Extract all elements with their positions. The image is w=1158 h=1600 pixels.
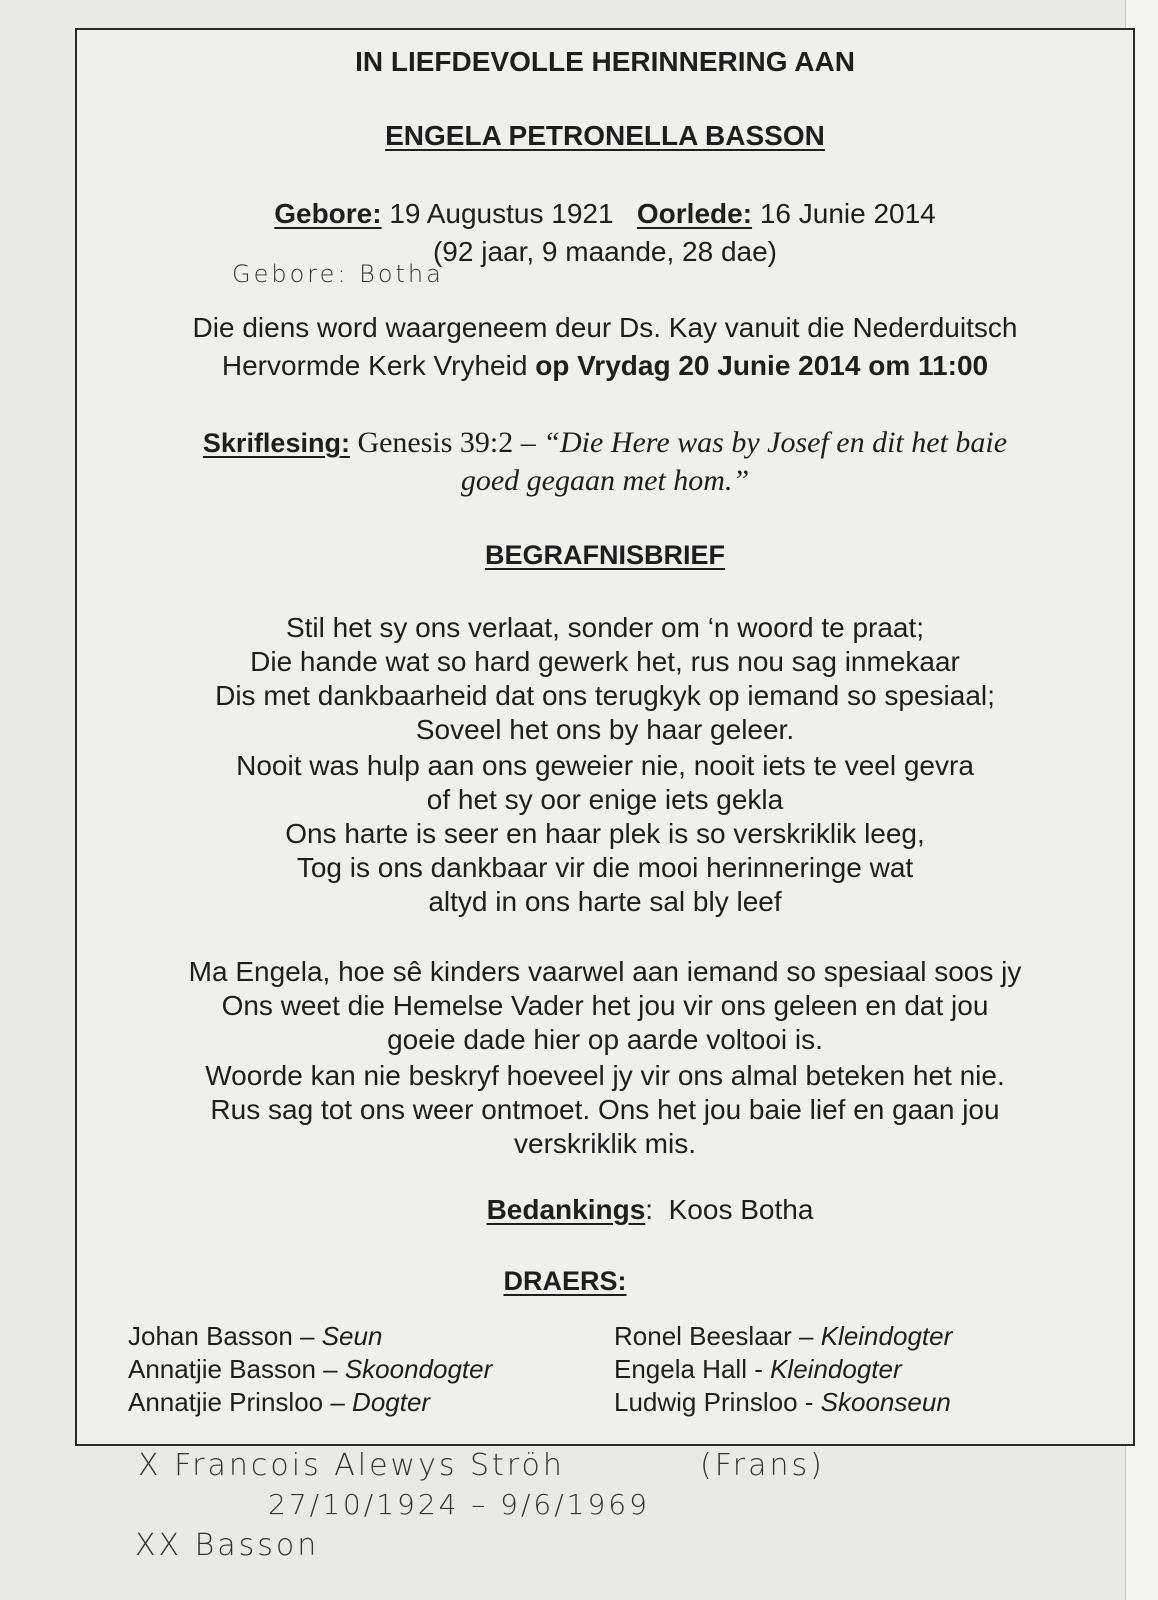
handwritten-note-1: X Francois Alewys Ströh <box>138 1448 565 1483</box>
bearers-title-text: DRAERS: <box>503 1266 627 1296</box>
farewell-line: Ma Engela, hoe sê kinders vaarwel aan iemand so spesiaal soos jy <box>188 956 1022 987</box>
bearer-name: Engela Hall - <box>614 1354 763 1384</box>
scripture-quote-2: goed gegaan met hom.” <box>460 464 750 497</box>
scripture-line-1 <box>77 426 1133 460</box>
memorial-card <box>75 28 1135 1446</box>
thanks-line: Bedankings: Koos Botha <box>486 1194 814 1225</box>
thanks-label: Bedankings <box>486 1194 646 1225</box>
bearer-entry <box>128 1320 492 1353</box>
bearer-role: Seun <box>321 1321 383 1351</box>
letter-title <box>77 540 1133 571</box>
bearer-entry <box>128 1353 492 1386</box>
bearer-entry <box>614 1353 952 1386</box>
farewell-line: Woorde kan nie beskryf hoeveel jy vir ons almal beteken het nie. <box>205 1060 1005 1091</box>
bearer-name: Annatjie Basson – <box>128 1354 338 1384</box>
bearer-role: Kleindogter <box>770 1354 902 1384</box>
farewell-line: verskriklik mis. <box>514 1128 696 1159</box>
thanks-name: Koos Botha <box>668 1194 814 1225</box>
poem-line: Die hande wat so hard gewerk het, rus nou sag inmekaar <box>250 646 960 677</box>
deceased-name <box>77 120 1133 152</box>
bearer-entry <box>614 1386 952 1419</box>
poem-line: altyd in ons harte sal bly leef <box>428 886 782 917</box>
age-line: (92 jaar, 9 maande, 28 dae) <box>432 236 777 267</box>
poem-line: Dis met dankbaarheid dat ons terugkyk op iemand so spesiaal; <box>215 680 995 711</box>
born-label: Gebore: <box>274 198 382 229</box>
poem-line: Soveel het ons by haar geleer. <box>415 714 795 745</box>
scripture-quote-1: “Die Here was by Josef en dit het baie <box>543 426 1008 459</box>
poem-line: Ons harte is seer en haar plek is so verskriklik leeg, <box>285 818 925 849</box>
handwritten-note-3: XX Basson <box>135 1528 320 1563</box>
handwritten-note-1-extra: (Frans) <box>700 1448 825 1483</box>
bearer-entry <box>614 1320 952 1353</box>
farewell-line: Rus sag tot ons weer ontmoet. Ons het jou baie lief en gaan jou <box>210 1094 1000 1125</box>
poem-line: of het sy oor enige iets gekla <box>426 784 784 815</box>
bearer-role: Skoondogter <box>344 1354 493 1384</box>
bearer-name: Annatjie Prinsloo – <box>128 1387 345 1417</box>
bearers-left-column <box>128 1320 492 1419</box>
born-value: 19 Augustus 1921 <box>389 198 614 229</box>
handwritten-maiden-name: Gebore: Botha <box>232 260 444 288</box>
bearers-title <box>0 1266 1133 1297</box>
deceased-name-text: ENGELA PETRONELLA BASSON <box>385 120 825 151</box>
service-church: Hervormde Kerk Vryheid <box>221 350 528 381</box>
poem-line: Tog is ons dankbaar vir die mooi herinneringe wat <box>296 852 914 883</box>
bearer-name: Ludwig Prinsloo - <box>614 1387 814 1417</box>
bearers-right-column <box>614 1320 952 1419</box>
bearer-role: Skoonseun <box>820 1387 951 1417</box>
service-datetime: op Vrydag 20 Junie 2014 om 11:00 <box>535 350 989 381</box>
poem-line: Stil het sy ons verlaat, sonder om ‘n woord te praat; <box>285 612 925 643</box>
bearer-role: Dogter <box>352 1387 431 1417</box>
bearer-name: Ronel Beeslaar – <box>614 1321 814 1351</box>
bearer-role: Kleindogter <box>820 1321 953 1351</box>
scripture-ref: Genesis 39:2 – <box>357 426 536 459</box>
service-line-1: Die diens word waargeneem deur Ds. Kay vanuit die Nederduitsch <box>192 312 1018 343</box>
poem-line: Nooit was hulp aan ons geweier nie, nooit iets te veel gevra <box>236 750 974 781</box>
farewell-line: Ons weet die Hemelse Vader het jou vir ons geleen en dat jou <box>221 990 989 1021</box>
service-line-2 <box>77 350 1133 382</box>
letter-title-text: BEGRAFNISBRIEF <box>484 540 725 570</box>
dates-line <box>77 198 1133 230</box>
died-label: Oorlede: <box>636 198 753 229</box>
handwritten-note-2: 27/10/1924 – 9/6/1969 <box>268 1488 650 1521</box>
bearer-entry <box>128 1386 492 1419</box>
died-value: 16 Junie 2014 <box>759 198 936 229</box>
memorial-heading: IN LIEFDEVOLLE HERINNERING AAN <box>355 46 855 77</box>
farewell-line: goeie dade hier op aarde voltooi is. <box>387 1024 823 1055</box>
scripture-label: Skriflesing: <box>202 428 350 458</box>
bearer-name: Johan Basson – <box>128 1321 315 1351</box>
